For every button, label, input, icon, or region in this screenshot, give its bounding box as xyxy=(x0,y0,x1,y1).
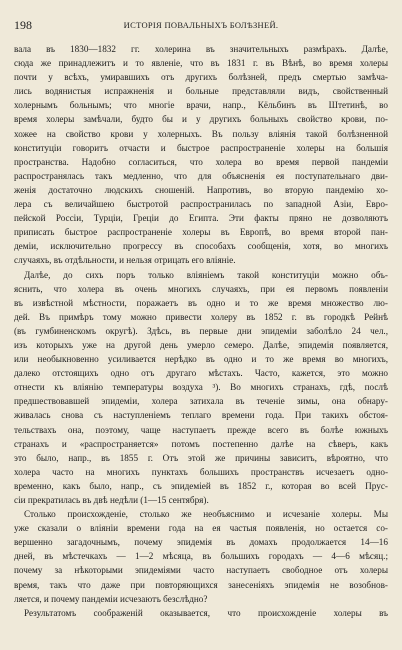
text-line: распространялась такъ медленно, что для объясненія ея поступательнаго дви- xyxy=(14,170,388,181)
text-line: лись водянистыя испражненія и больные представляли видъ, свойственный xyxy=(14,86,388,97)
running-title: ИСТОРІЯ ПОВАЛЬНЫХЪ БОЛѢЗНЕЙ. xyxy=(123,20,279,30)
text-line: холернымъ больнымъ; что многіе врачи, напр., Кёльбинъ въ Штетинѣ, во xyxy=(14,100,388,111)
page-number: 198 xyxy=(14,18,32,32)
text-line: приписать быстрое распространеніе холеры въ Европѣ, во время второй пан- xyxy=(14,227,388,238)
text-line: дней, въ мѣстечкахъ — 1—2 мѣсяца, въ большихъ городахъ — 4—6 мѣсяц.; xyxy=(14,551,388,562)
text-line: пейской Россіи, Турціи, Греціи до Египта. Эти факты пряно не дозволяютъ xyxy=(14,213,388,224)
text-line: почти у всѣхъ, умиравшихъ отъ другихъ болѣзней, предъ смертью замѣча- xyxy=(14,72,388,83)
text-line: Столько происхожденіе, столько же необъяснимо и исчезаніе холеры. Мы xyxy=(24,509,388,520)
text-line: время, такъ что даже при повторяющихся занесеніяхъ эпидемія не возобнов- xyxy=(14,579,388,590)
text-line: предшествовавшей эпидеміи, холера затихала въ теченіе зимы, она обнару- xyxy=(14,396,388,407)
text-line: почему за нѣкоторыми эпидеміями часто наступаетъ свободное отъ холеры xyxy=(14,565,388,576)
page-body-text xyxy=(14,42,388,620)
text-line: дей. Въ примѣръ тому можно привести холеру въ 1852 г. въ городкѣ Рейнѣ xyxy=(14,311,388,322)
text-line: пространства. Надобно согласиться, что холера во время первой пандеміи xyxy=(14,156,388,167)
text-line: это было, напр., въ 1855 г. Отъ этой же причины зависитъ, вѣроятно, что xyxy=(14,452,388,463)
text-line: странахъ и «распространяется» потомъ постепенно далѣе на сѣверъ, какъ xyxy=(14,438,388,449)
text-line: Результатомъ соображеній оказывается, что происхожденіе холеры въ xyxy=(24,607,388,618)
text-line: сюда же принадлежитъ и то явленіе, что въ 1831 г. въ Вѣнѣ, во время холеры xyxy=(14,58,388,69)
text-line: далеко отстоящихъ одно отъ другаго мѣстахъ. Часто, кажется, это можно xyxy=(14,368,388,379)
text-line: хожее на свойство крови у холерныхъ. Въ пользу вліянія такой болѣзненной xyxy=(14,128,388,139)
text-line: вершенно загадочнымъ, почему эпидемія въ домахъ продолжается 14—16 xyxy=(14,537,388,548)
text-line: Далѣе, до сихъ поръ только вліяніемъ такой конституціи можно объ- xyxy=(24,269,388,280)
text-line: женія достаточно людскихъ сношеній. Напротивъ, во вторую пандемію хо- xyxy=(14,184,388,195)
text-line: ляется, и почему пандеміи исчезаютъ безслѣдно? xyxy=(14,593,208,604)
text-line: яснить, что холера въ очень многихъ случаяхъ, при ея первомъ появленіи xyxy=(14,283,388,294)
text-line: въ извѣстной мѣстности, поражаетъ въ одно и то же время множество лю- xyxy=(14,297,388,308)
text-line: изъ которыхъ уже на другой день умерло семеро. Далѣе, эпидемія появляется, xyxy=(14,339,388,350)
text-line: конституціи говоритъ отчасти и быстрое распространеніе холеры на большія xyxy=(14,142,388,153)
text-line: случаяхъ, въ отдѣльности, и нельзя отрицать его вліяніе. xyxy=(14,255,236,266)
text-line: живалась снова съ наступленіемъ теплаго времени года. При такихъ обстоя- xyxy=(14,410,388,421)
text-line: лера съ величайшею быстротой распространилась по западной Азіи, Евро- xyxy=(14,199,388,210)
text-line: холера часто на многихъ пунктахъ большихъ пространствъ исчезаетъ одно- xyxy=(14,466,388,477)
text-line: (въ гумбиненскомъ округѣ). Здѣсь, въ первые дни эпидеміи заболѣло 24 чел., xyxy=(14,325,388,336)
text-line: временно, какъ было, напр., съ эпидеміей въ 1852 г., которая во всей Прус- xyxy=(14,480,388,491)
text-line: тельствахъ она, поэтому, чаще наступаетъ прежде всего въ болѣе южныхъ xyxy=(14,424,388,435)
text-line: деміи, исключительно прогрессу въ способахъ сообщенія, хотя, во многихъ xyxy=(14,241,388,252)
text-line: сіи прекратилась въ двѣ недѣли (1—15 сентября). xyxy=(14,495,209,505)
text-line: время холеры замѣчали, будто бы и у другихъ больныхъ свойство крови, по- xyxy=(14,114,388,125)
text-line: или необыкновенно усиливается нерѣдко въ одно и то же время во многихъ, xyxy=(14,354,388,365)
page-header xyxy=(14,18,388,34)
text-line: вала въ 1830—1832 гг. холерина въ значительныхъ размѣрахъ. Далѣе, xyxy=(14,44,388,54)
text-line: уже сказали о вліяніи времени года на ея частыя появленія, но остается со- xyxy=(14,523,388,534)
text-line: отнести къ вліянію температуры воздуха ³). Во многихъ странахъ, гдѣ, послѣ xyxy=(14,382,388,393)
